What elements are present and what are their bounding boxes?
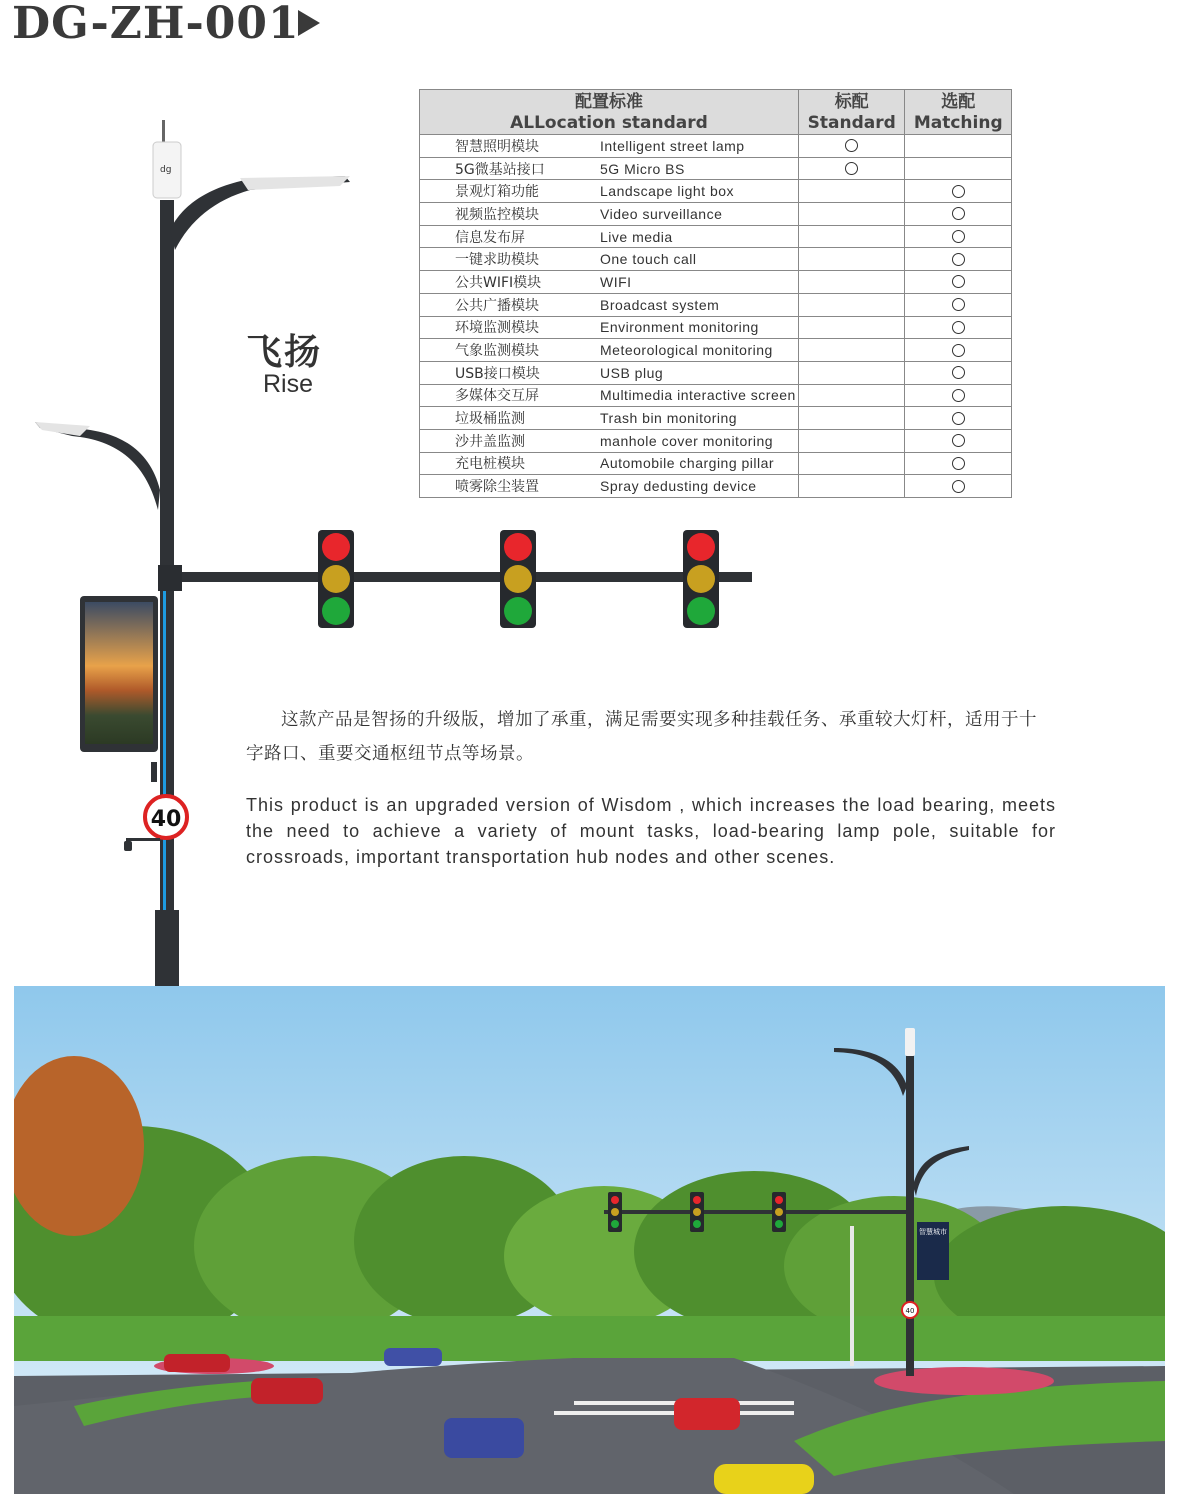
car-blue-far [384,1348,442,1366]
optional-circle-icon [952,366,965,379]
antenna [162,120,165,142]
feature-name [420,225,799,248]
feature-name-en: Automobile charging pillar [600,455,775,472]
optional-circle-icon [952,457,965,470]
table-row [420,429,1012,452]
play-arrow-icon [298,10,320,36]
table-row [420,339,1012,362]
optional-circle-icon [952,434,965,447]
table-row [420,157,1012,180]
lower-lamp-head [35,422,90,436]
feature-name-cn: 景观灯箱功能 [455,184,539,201]
description-cn: 这款产品是智扬的升级版，增加了承重，满足需要实现多种挂载任务、承重较大灯杆，适用于十字路口、重要交通枢纽节点等场景。 [246,710,1037,764]
model-code: DG-ZH-001 [12,0,300,49]
feature-name-cn: 充电桩模块 [455,456,525,473]
car-red-left [251,1378,323,1404]
feature-name-cn: USB接口模块 [455,365,540,382]
table-row [420,475,1012,498]
feature-name-en: Live media [600,228,673,245]
camera-icon [124,838,160,851]
feature-name [420,384,799,407]
optional-cell [905,203,1012,226]
car-blue [444,1418,524,1458]
feature-name-en: WIFI [600,273,632,290]
traffic-light-3 [683,530,719,628]
pole-led-strip [163,590,166,920]
standard-circle-icon [845,162,858,175]
standard-cell [798,361,905,384]
feature-name-cn: 一键求助模块 [455,252,539,269]
feature-name-cn: 公共WIFI模块 [455,274,542,291]
optional-cell [905,475,1012,498]
optional-cell [905,384,1012,407]
standard-cell [798,203,905,226]
optional-circle-icon [952,185,965,198]
call-box [151,762,157,782]
svg-text:40: 40 [150,807,182,832]
feature-name [420,293,799,316]
svg-text:40: 40 [905,1307,915,1315]
standard-cell [798,271,905,294]
standard-cell [798,180,905,203]
feature-name-en: Meteorological monitoring [600,342,773,359]
configuration-table [419,89,1012,498]
main-pole [160,200,174,990]
optional-cell [905,271,1012,294]
feature-name-cn: 环境监测模块 [455,320,539,337]
table-row [420,452,1012,475]
table-header-row [420,90,1012,135]
traffic-light-1 [318,530,354,628]
feature-name-en: Multimedia interactive screen [600,387,796,404]
street-scene-illustration [14,986,1165,1494]
feature-name-cn: 垃圾桶监测 [455,411,525,428]
optional-circle-icon [952,389,965,402]
header-item: 配置标准 ALLocation standard [420,90,799,135]
product-name-en: Rise [263,370,314,398]
traffic-signal-arm [172,572,752,582]
standard-cell [798,316,905,339]
feature-name [420,180,799,203]
table-row [420,316,1012,339]
feature-name-cn: 公共广播模块 [455,297,539,314]
optional-cell [905,339,1012,362]
optional-cell [905,157,1012,180]
standard-cell [798,157,905,180]
standard-cell [798,384,905,407]
feature-name-en: 5G Micro BS [600,160,685,177]
feature-name-cn: 多媒体交互屏 [455,388,539,405]
standard-cell [798,135,905,158]
optional-circle-icon [952,321,965,334]
feature-name-cn: 信息发布屏 [455,229,525,246]
optional-circle-icon [952,412,965,425]
feature-name [420,361,799,384]
feature-name-en: Trash bin monitoring [600,410,738,427]
optional-circle-icon [952,298,965,311]
optional-cell [905,135,1012,158]
standard-cell [798,407,905,430]
optional-circle-icon [952,230,965,243]
svg-text:智慧城市: 智慧城市 [919,1228,947,1236]
optional-circle-icon [952,344,965,357]
feature-name-en: manhole cover monitoring [600,432,774,449]
optional-cell [905,429,1012,452]
feature-name [420,316,799,339]
header-standard: 标配 Standard [798,90,905,135]
table-row [420,384,1012,407]
feature-name-en: Video surveillance [600,205,723,222]
table-row [420,271,1012,294]
car-yellow [714,1464,814,1494]
feature-name-cn: 喷雾除尘装置 [455,479,539,496]
lower-lamp-arm [35,422,160,510]
optional-circle-icon [952,207,965,220]
table-row [420,135,1012,158]
table-row [420,293,1012,316]
feature-name-en: Intelligent street lamp [600,137,745,154]
5g-logo-icon: dg [160,165,172,175]
feature-name-cn: 沙井盖监测 [455,433,525,450]
table-row [420,180,1012,203]
feature-name-cn: 气象监测模块 [455,343,539,360]
optional-cell [905,452,1012,475]
upper-lamp-head [240,176,350,190]
optional-cell [905,180,1012,203]
white-street-lamp [850,1226,854,1366]
feature-name [420,157,799,180]
feature-name [420,203,799,226]
feature-name-en: Landscape light box [600,183,735,200]
table-row [420,203,1012,226]
feature-name-cn: 5G微基站接口 [455,161,545,178]
optional-cell [905,361,1012,384]
feature-name [420,475,799,498]
optional-cell [905,407,1012,430]
optional-cell [905,293,1012,316]
standard-cell [798,452,905,475]
feature-name [420,135,799,158]
feature-name [420,452,799,475]
pole-base [155,910,179,990]
speed-limit-sign [145,796,187,838]
feature-name-en: Broadcast system [600,296,720,313]
feature-name-cn: 视频监控模块 [455,206,539,223]
feature-name [420,248,799,271]
car-red-far [164,1354,230,1372]
description-en: This product is an upgraded version of Wisdom , which increases the load bearing, meets the need to achieve a variety of mount tasks, load-bearing lamp pole, suitable for crossroads, important transportation hub nodes and other scenes. [246,795,1056,867]
media-screen [80,596,158,752]
car-red-right [674,1398,740,1430]
table-row [420,361,1012,384]
standard-circle-icon [845,139,858,152]
feature-name-en: Environment monitoring [600,319,759,336]
standard-cell [798,475,905,498]
standard-cell [798,225,905,248]
standard-cell [798,248,905,271]
product-name-cn: 飞扬 [246,332,323,373]
feature-name-en: USB plug [600,364,664,381]
standard-cell [798,339,905,362]
optional-cell [905,316,1012,339]
feature-name-en: One touch call [600,251,697,268]
feature-name-en: Spray dedusting device [600,478,757,495]
table-row [420,225,1012,248]
optional-circle-icon [952,253,965,266]
feature-name [420,407,799,430]
arm-bracket [158,565,182,591]
feature-name [420,429,799,452]
header-optional: 选配 Matching [905,90,1012,135]
optional-circle-icon [952,275,965,288]
table-row [420,407,1012,430]
optional-cell [905,248,1012,271]
table-row [420,248,1012,271]
feature-name [420,339,799,362]
traffic-light-2 [500,530,536,628]
optional-cell [905,225,1012,248]
standard-cell [798,293,905,316]
feature-name [420,271,799,294]
optional-circle-icon [952,480,965,493]
standard-cell [798,429,905,452]
feature-name-cn: 智慧照明模块 [455,138,539,155]
